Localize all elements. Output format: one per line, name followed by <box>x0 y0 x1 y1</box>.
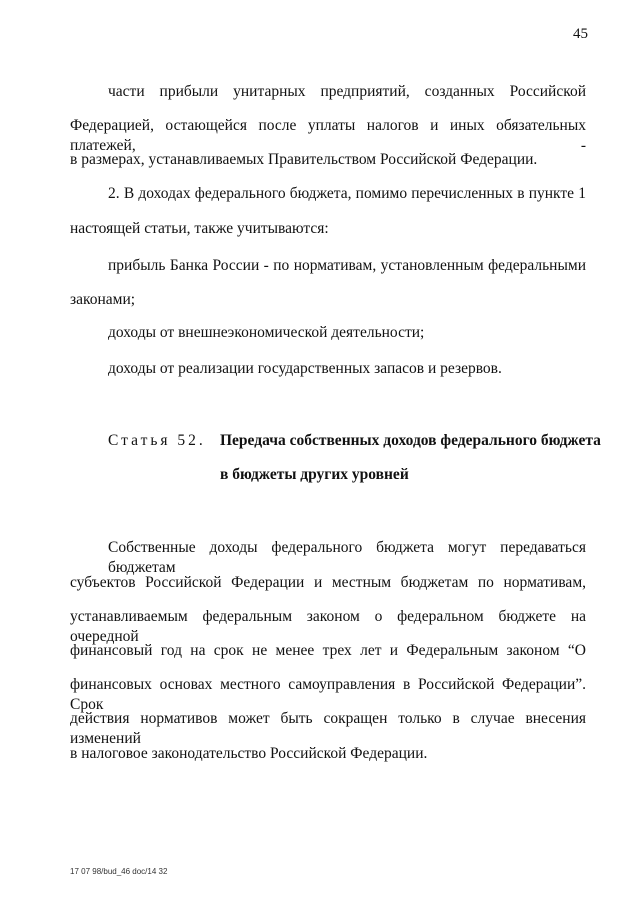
page-number: 45 <box>573 26 588 42</box>
paragraph-line: Федерацией, остающейся после уплаты налогов и иных обязательных платежей, - <box>70 117 586 154</box>
paragraph-line: доходы от реализации государственных запасов и резервов. <box>108 360 502 377</box>
paragraph-line: настоящей статьи, также учитываются: <box>70 220 329 237</box>
paragraph-line: в размерах, устанавливаемых Правительством Российской Федерации. <box>70 151 538 168</box>
footer-file-reference: 17 07 98/bud_46 doc/14 32 <box>70 867 168 876</box>
paragraph-line: финансовый год на срок не менее трех лет и Федеральным законом “О <box>70 642 586 659</box>
paragraph-line: субъектов Российской Федерации и местным бюджетам по нормативам, <box>70 574 586 591</box>
paragraph-line: Собственные доходы федерального бюджета могут передаваться бюджетам <box>108 539 586 576</box>
paragraph-line: действия нормативов может быть сокращен только в случае внесения изменений <box>70 710 586 747</box>
paragraph-line: устанавливаемым федеральным законом о федеральном бюджете на очередной <box>70 608 586 645</box>
paragraph-line: законами; <box>70 291 136 308</box>
paragraph-line: финансовых основах местного самоуправления в Российской Федерации”. Срок <box>70 676 586 713</box>
paragraph-line: 2. В доходах федерального бюджета, помимо перечисленных в пункте 1 <box>108 185 586 202</box>
paragraph-line: прибыль Банка России - по нормативам, установленным федеральными <box>108 257 586 274</box>
paragraph-line: части прибыли унитарных предприятий, созданных Российской <box>108 83 586 100</box>
article-label: Статья 52. <box>108 432 206 449</box>
article-title-line-2: в бюджеты других уровней <box>220 466 409 483</box>
paragraph-line: в налоговое законодательство Российской Федерации. <box>70 745 428 762</box>
article-title-line-1: Передача собственных доходов федерального бюджета <box>220 432 601 449</box>
paragraph-line: доходы от внешнеэкономической деятельности; <box>108 324 425 341</box>
